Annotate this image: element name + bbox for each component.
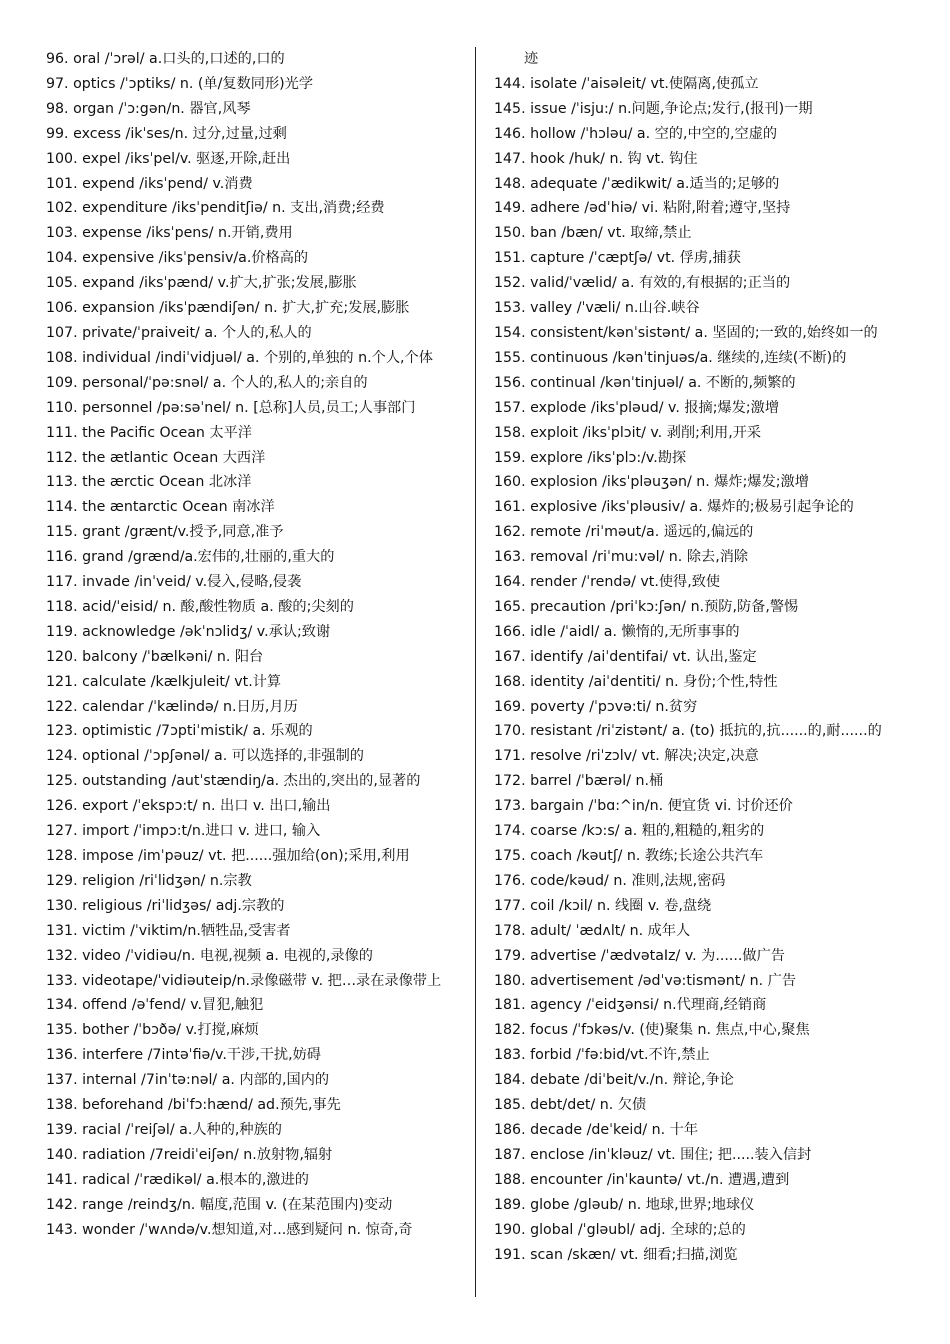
entry-text: range /reindʒ/n. 幅度,范围 v. (在某范围内)变动 <box>82 1196 393 1213</box>
entry-number: 135. <box>46 1022 78 1039</box>
entry-text: acknowledge /əkˈnɔlidʒ/ v.承认;致谢 <box>82 623 331 640</box>
right-column <box>494 47 914 1267</box>
entry-text: internal /7inˈtə:nəl/ a. 内部的,国内的 <box>82 1072 330 1089</box>
entry-text: invade /inˈveid/ v.侵入,侵略,侵袭 <box>82 574 302 591</box>
entry-text: coarse /kɔ:s/ a. 粗的,粗糙的,粗劣的 <box>530 823 765 840</box>
entry-text: beforehand /biˈfɔ:hænd/ ad.预先,事先 <box>82 1097 341 1114</box>
entry-number: 155. <box>494 349 526 366</box>
entry-number: 177. <box>494 897 526 914</box>
entry-text: resolve /riˈzɔlv/ vt. 解决;决定,决意 <box>530 748 759 765</box>
entry-number: 159. <box>494 449 526 466</box>
entry-text: optics /ˈɔptiks/ n. (单/复数同形)光学 <box>73 75 314 92</box>
entry-number: 151. <box>494 250 526 267</box>
entry-text: balcony /ˈbælkəni/ n. 阳台 <box>82 648 264 665</box>
entry-text: idle /ˈaidl/ a. 懒惰的,无所事事的 <box>530 623 740 640</box>
vocab-entry <box>494 969 914 994</box>
entry-text: adhere /ədˈhiə/ vi. 粘附,附着;遵守,坚持 <box>530 200 791 217</box>
entry-text: acid/ˈeisid/ n. 酸,酸性物质 a. 酸的;尖刻的 <box>82 598 354 615</box>
vocab-entry <box>494 72 914 97</box>
entry-text: optional /ˈɔpʃənəl/ a. 可以选择的,非强制的 <box>82 748 364 765</box>
entry-text: continuous /kənˈtinjuəs/a. 继续的,连续(不断)的 <box>530 349 847 366</box>
entry-text: individual /indiˈvidjuəl/ a. 个别的,单独的 n.个人,个体 <box>82 349 433 366</box>
vocab-entry <box>46 172 462 197</box>
entry-text: explosive /iksˈpləusiv/ a. 爆炸的;极易引起争论的 <box>530 499 854 516</box>
vocab-entry <box>46 819 462 844</box>
vocab-entry <box>46 595 462 620</box>
vocab-entry <box>46 1093 462 1118</box>
vocab-entry <box>494 346 914 371</box>
vocab-entry <box>46 670 462 695</box>
entry-text: valley /ˈvæli/ n.山谷.峡谷 <box>530 300 700 317</box>
vocab-entry <box>494 122 914 147</box>
entry-number: 120. <box>46 648 78 665</box>
entry-text: explore /iksˈplɔ:/v.勘探 <box>530 449 687 466</box>
entry-text: code/kəud/ n. 准则,法规,密码 <box>530 872 726 889</box>
vocab-entry <box>494 321 914 346</box>
entry-number: 122. <box>46 698 78 715</box>
entry-number: 147. <box>494 150 526 167</box>
entry-number: 163. <box>494 549 526 566</box>
vocab-entry <box>494 1068 914 1093</box>
entry-number: 141. <box>46 1171 78 1188</box>
entry-text: coil /kɔil/ n. 线圈 v. 卷,盘绕 <box>530 897 712 914</box>
vocab-entry <box>46 794 462 819</box>
entry-number: 105. <box>46 275 78 292</box>
entry-text: exploit /iksˈplɔit/ v. 剥削;利用,开采 <box>530 424 762 441</box>
entry-text: excess /ikˈses/n. 过分,过量,过剩 <box>73 125 287 142</box>
vocab-entry <box>46 844 462 869</box>
entry-number: 137. <box>46 1072 78 1089</box>
vocab-entry <box>46 769 462 794</box>
entry-number: 142. <box>46 1196 78 1213</box>
entry-number: 140. <box>46 1146 78 1163</box>
vocab-entry <box>46 1018 462 1043</box>
vocab-entry <box>46 969 462 994</box>
entry-text: grant /grænt/v.授予,同意,准予 <box>82 524 284 541</box>
entry-number: 172. <box>494 773 526 790</box>
vocab-entry <box>46 894 462 919</box>
entry-number: 150. <box>494 225 526 242</box>
entry-text: explode /iksˈpləud/ v. 报摘;爆发;激增 <box>530 399 780 416</box>
entry-number: 119. <box>46 623 78 640</box>
vocab-entry <box>494 520 914 545</box>
entry-number: 143. <box>46 1221 78 1238</box>
entry-number: 121. <box>46 673 78 690</box>
vocab-entry <box>494 869 914 894</box>
vocab-entry <box>494 396 914 421</box>
entry-number: 183. <box>494 1047 526 1064</box>
entry-text: religion /riˈlidʒən/ n.宗教 <box>82 872 252 889</box>
entry-text: expansion /iksˈpændiʃən/ n. 扩大,扩充;发展,膨胀 <box>82 300 410 317</box>
entry-number: 129. <box>46 872 78 889</box>
vocab-entry <box>494 421 914 446</box>
vocab-entry <box>46 1168 462 1193</box>
entry-number: 146. <box>494 125 526 142</box>
vocab-entry <box>494 1218 914 1243</box>
vocab-entry <box>494 645 914 670</box>
entry-text: impose /imˈpəuz/ vt. 把......强加给(on);采用,利用 <box>82 848 410 864</box>
entry-text: expel /iksˈpel/v. 驱逐,开除,赶出 <box>82 150 291 167</box>
entry-text: personal/ˈpə:snəl/ a. 个人的,私人的;亲自的 <box>82 374 368 391</box>
entry-number: 154. <box>494 324 526 341</box>
entry-number: 123. <box>46 723 78 740</box>
entry-number: 107. <box>46 324 78 341</box>
entry-number: 139. <box>46 1121 78 1138</box>
vocab-entry <box>494 794 914 819</box>
vocab-entry <box>494 47 914 72</box>
vocab-entry <box>46 371 462 396</box>
entry-number: 189. <box>494 1196 526 1213</box>
entry-number: 116. <box>46 549 78 566</box>
vocab-entry <box>494 695 914 720</box>
entry-text: decade /deˈkeid/ n. 十年 <box>530 1121 699 1138</box>
entry-number: 96. <box>46 51 69 67</box>
entry-text: organ /ˈɔ:gən/n. 器官,风琴 <box>73 100 251 117</box>
entry-number: 176. <box>494 872 526 889</box>
entry-text: remote /riˈməut/a. 遥远的,偏远的 <box>530 524 754 541</box>
entry-text: identity /aiˈdentiti/ n. 身份;个性,特性 <box>530 673 778 690</box>
entry-number: 169. <box>494 698 526 715</box>
entry-text: adequate /ˈædikwit/ a.适当的;足够的 <box>530 175 780 192</box>
entry-text: grand /grænd/a.宏伟的,壮丽的,重大的 <box>82 549 335 566</box>
entry-text: calendar /ˈkælində/ n.日历,月历 <box>82 698 298 715</box>
entry-text: global /ˈgləubl/ adj. 全球的;总的 <box>530 1221 746 1238</box>
entry-number: 167. <box>494 648 526 665</box>
entry-text: 迹 <box>524 51 539 67</box>
entry-text: coach /kəutʃ/ n. 教练;长途公共汽车 <box>530 848 764 864</box>
entry-number: 134. <box>46 997 78 1014</box>
entry-number: 175. <box>494 848 526 864</box>
vocab-entry <box>46 620 462 645</box>
entry-text: the ætlantic Ocean 大西洋 <box>82 449 266 466</box>
entry-number: 99. <box>46 125 69 142</box>
entry-text: the Pacific Ocean 太平洋 <box>82 424 252 441</box>
entry-number: 157. <box>494 399 526 416</box>
vocab-entry <box>494 1193 914 1218</box>
entry-text: outstanding /autˈstændiŋ/a. 杰出的,突出的,显著的 <box>82 773 421 790</box>
vocab-entry <box>494 246 914 271</box>
entry-number: 148. <box>494 175 526 192</box>
vocab-entry <box>494 944 914 969</box>
entry-text: calculate /kælkjuleit/ vt.计算 <box>82 673 282 690</box>
vocab-entry <box>494 470 914 495</box>
entry-number: 125. <box>46 773 78 790</box>
entry-text: victim /ˈviktim/n.牺牲品,受害者 <box>82 922 291 939</box>
vocab-entry <box>46 520 462 545</box>
vocab-entry <box>494 1118 914 1143</box>
vocab-entry <box>46 97 462 122</box>
entry-text: precaution /priˈkɔ:ʃən/ n.预防,防备,警惕 <box>530 598 799 615</box>
entry-number: 173. <box>494 798 526 815</box>
entry-number: 114. <box>46 499 78 516</box>
vocab-entry <box>494 545 914 570</box>
vocab-entry <box>46 246 462 271</box>
entry-text: advertisement /ədˈvə:tismənt/ n. 广告 <box>530 972 797 989</box>
entry-number: 188. <box>494 1171 526 1188</box>
entry-number: 109. <box>46 374 78 391</box>
entry-text: export /ˈekspɔ:t/ n. 出口 v. 出口,输出 <box>82 798 331 815</box>
entry-text: bother /ˈbɔðə/ v.打搅,麻烦 <box>82 1022 259 1039</box>
entry-number: 124. <box>46 748 78 765</box>
entry-text: import /ˈimpɔ:t/n.进口 v. 进口, 输入 <box>82 823 321 840</box>
entry-number: 182. <box>494 1022 526 1039</box>
vocab-entry <box>494 1018 914 1043</box>
vocab-entry <box>494 147 914 172</box>
entry-text: ban /bæn/ vt. 取缔,禁止 <box>530 225 692 242</box>
vocab-entry <box>494 1143 914 1168</box>
entry-text: oral /ˈɔrəl/ a.口头的,口述的,口的 <box>73 51 285 67</box>
entry-number: 98. <box>46 100 69 117</box>
vocab-entry <box>46 944 462 969</box>
entry-number: 152. <box>494 275 526 292</box>
entry-number: 186. <box>494 1121 526 1138</box>
entry-text: consistent/kənˈsistənt/ a. 坚固的;一致的,始终如一的 <box>530 324 878 341</box>
entry-number: 171. <box>494 748 526 765</box>
entry-number: 162. <box>494 524 526 541</box>
entry-text: expense /iksˈpens/ n.开销,费用 <box>82 225 293 242</box>
vocab-entry <box>46 869 462 894</box>
vocab-entry <box>494 670 914 695</box>
vocab-entry <box>46 72 462 97</box>
vocab-entry <box>46 396 462 421</box>
entry-number: 136. <box>46 1047 78 1064</box>
entry-text: focus /ˈfɔkəs/v. (使)聚集 n. 焦点,中心,聚焦 <box>530 1022 810 1039</box>
entry-text: removal /riˈmu:vəl/ n. 除去,消除 <box>530 549 749 566</box>
vocab-entry <box>494 97 914 122</box>
vocab-entry <box>46 446 462 471</box>
entry-number: 179. <box>494 947 526 964</box>
entry-text: agency /ˈeidʒənsi/ n.代理商,经销商 <box>530 997 767 1014</box>
vocab-entry <box>46 1068 462 1093</box>
entry-number: 168. <box>494 673 526 690</box>
entry-number: 184. <box>494 1072 526 1089</box>
entry-number: 97. <box>46 75 69 92</box>
entry-number: 133. <box>46 972 78 989</box>
vocab-entry <box>494 894 914 919</box>
entry-number: 153. <box>494 300 526 317</box>
vocab-entry <box>46 271 462 296</box>
vocab-entry <box>494 719 914 744</box>
vocab-entry <box>494 172 914 197</box>
vocab-entry <box>494 1043 914 1068</box>
vocab-entry <box>46 744 462 769</box>
entry-text: issue /ˈisju:/ n.问题,争论点;发行,(报刊)一期 <box>530 100 813 117</box>
vocab-entry <box>46 1218 462 1243</box>
entry-text: debt/det/ n. 欠债 <box>530 1097 647 1114</box>
entry-text: scan /skæn/ vt. 细看;扫描,浏览 <box>530 1246 738 1263</box>
entry-number: 138. <box>46 1097 78 1114</box>
entry-text: offend /əˈfend/ v.冒犯,触犯 <box>82 997 264 1014</box>
entry-number: 191. <box>494 1246 526 1263</box>
vocab-entry <box>494 570 914 595</box>
entry-text: expensive /iksˈpensiv/a.价格高的 <box>82 250 309 267</box>
entry-text: isolate /ˈaisəleit/ vt.使隔离,使孤立 <box>530 75 759 92</box>
entry-number: 190. <box>494 1221 526 1238</box>
entry-text: the ærctic Ocean 北冰洋 <box>82 474 252 491</box>
entry-number: 101. <box>46 175 78 192</box>
vocab-entry <box>494 744 914 769</box>
entry-number: 127. <box>46 823 78 840</box>
entry-text: continual /kənˈtinjuəl/ a. 不断的,频繁的 <box>530 374 796 391</box>
vocab-entry <box>46 122 462 147</box>
vocab-entry <box>494 620 914 645</box>
entry-number: 165. <box>494 598 526 615</box>
entry-text: expand /iksˈpænd/ v.扩大,扩张;发展,膨胀 <box>82 275 357 292</box>
entry-number: 117. <box>46 574 78 591</box>
entry-number: 126. <box>46 798 78 815</box>
vocab-entry <box>46 421 462 446</box>
left-column <box>46 47 462 1243</box>
entry-text: identify /aiˈdentifai/ vt. 认出,鉴定 <box>530 648 757 665</box>
vocab-entry <box>494 296 914 321</box>
entry-text: render /ˈrendə/ vt.使得,致使 <box>530 574 721 591</box>
entry-number: 103. <box>46 225 78 242</box>
entry-text: the æntarctic Ocean 南冰洋 <box>82 499 275 516</box>
vocab-entry <box>46 1043 462 1068</box>
entry-number: 187. <box>494 1146 526 1163</box>
entry-text: hook /huk/ n. 钩 vt. 钩住 <box>530 150 698 167</box>
entry-number: 118. <box>46 598 78 615</box>
entry-number: 144. <box>494 75 526 92</box>
entry-text: racial /ˈreiʃəl/ a.人种的,种族的 <box>82 1121 282 1138</box>
vocab-entry <box>46 47 462 72</box>
entry-number: 111. <box>46 424 78 441</box>
vocab-entry <box>46 545 462 570</box>
vocab-entry <box>494 196 914 221</box>
entry-number: 130. <box>46 897 78 914</box>
vocab-entry <box>46 147 462 172</box>
entry-number: 100. <box>46 150 78 167</box>
entry-number: 181. <box>494 997 526 1014</box>
vocab-entry <box>494 769 914 794</box>
vocab-entry <box>46 346 462 371</box>
entry-text: religious /riˈlidʒəs/ adj.宗教的 <box>82 897 285 914</box>
entry-number: 185. <box>494 1097 526 1114</box>
vocab-entry <box>46 1143 462 1168</box>
entry-text: encounter /inˈkauntə/ vt./n. 遭遇,遭到 <box>530 1171 790 1188</box>
entry-text: globe /gləub/ n. 地球,世界;地球仪 <box>530 1196 755 1213</box>
vocab-entry <box>46 321 462 346</box>
entry-text: expenditure /iksˈpenditʃiə/ n. 支出,消费;经费 <box>82 200 385 217</box>
vocab-entry <box>494 271 914 296</box>
entry-text: interfere /7intəˈfiə/v.干涉,干扰,妨碍 <box>82 1047 321 1064</box>
entry-number: 110. <box>46 399 78 416</box>
entry-text: adult/ ˈædʌlt/ n. 成年人 <box>530 922 691 939</box>
entry-number: 102. <box>46 200 78 217</box>
entry-text: explosion /iksˈpləuʒən/ n. 爆炸;爆发;激增 <box>530 474 809 491</box>
entry-number: 170. <box>494 723 526 740</box>
entry-number: 106. <box>46 300 78 317</box>
vocab-entry <box>494 446 914 471</box>
entry-number: 149. <box>494 200 526 217</box>
vocab-entry <box>46 695 462 720</box>
entry-number: 166. <box>494 623 526 640</box>
vocab-entry <box>494 221 914 246</box>
vocab-entry <box>46 993 462 1018</box>
entry-text: personnel /pə:səˈnel/ n. [总称]人员,员工;人事部门 <box>82 399 416 416</box>
vocab-entry <box>46 495 462 520</box>
entry-text: enclose /inˈkləuz/ vt. 围住; 把.....装入信封 <box>530 1146 812 1163</box>
vocab-entry <box>46 196 462 221</box>
entry-number: 104. <box>46 250 78 267</box>
vocab-entry <box>46 645 462 670</box>
entry-text: debate /diˈbeit/v./n. 辩论,争论 <box>530 1072 734 1089</box>
entry-number: 180. <box>494 972 526 989</box>
vocab-entry <box>46 719 462 744</box>
vocab-entry <box>46 221 462 246</box>
entry-text: wonder /ˈwʌndə/v.想知道,对...感到疑问 n. 惊奇,奇 <box>82 1221 413 1238</box>
vocab-entry <box>494 1243 914 1268</box>
entry-number: 132. <box>46 947 78 964</box>
entry-text: poverty /ˈpɔvə:ti/ n.贫穷 <box>530 698 698 715</box>
entry-text: optimistic /7ɔptiˈmistik/ a. 乐观的 <box>82 723 313 740</box>
entry-text: barrel /ˈbærəl/ n.桶 <box>530 773 664 790</box>
vocab-entry <box>494 819 914 844</box>
entry-text: radiation /7reidiˈeiʃən/ n.放射物,辐射 <box>82 1146 333 1163</box>
entry-text: videotape/ˈvidiəuteip/n.录像磁带 v. 把…录在录像带上 <box>82 972 442 989</box>
entry-text: forbid /ˈfə:bid/vt.不许,禁止 <box>530 1047 710 1064</box>
entry-number: 112. <box>46 449 78 466</box>
entry-text: advertise /ˈædvətaIz/ v. 为......做广告 <box>530 947 785 964</box>
entry-number: 160. <box>494 474 526 491</box>
entry-number: 128. <box>46 848 78 864</box>
vocab-entry <box>46 570 462 595</box>
entry-text: video /ˈvidiəu/n. 电视,视频 a. 电视的,录像的 <box>82 947 373 964</box>
entry-number: 164. <box>494 574 526 591</box>
vocab-entry <box>494 495 914 520</box>
entry-number: 113. <box>46 474 78 491</box>
vocab-entry <box>494 993 914 1018</box>
entry-number: 174. <box>494 823 526 840</box>
entry-number: 108. <box>46 349 78 366</box>
entry-text: hollow /ˈhɔləu/ a. 空的,中空的,空虚的 <box>530 125 778 142</box>
vocab-entry <box>46 1193 462 1218</box>
entry-text: valid/ˈvælid/ a. 有效的,有根据的;正当的 <box>530 275 791 292</box>
vocab-entry <box>494 595 914 620</box>
entry-number: 115. <box>46 524 78 541</box>
entry-number: 156. <box>494 374 526 391</box>
entry-number: 178. <box>494 922 526 939</box>
vocab-entry <box>494 1093 914 1118</box>
entry-number: 158. <box>494 424 526 441</box>
entry-text: bargain /ˈbɑ:^in/n. 便宜货 vi. 讨价还价 <box>530 798 793 815</box>
vocab-entry <box>494 919 914 944</box>
entry-text: expend /iksˈpend/ v.消费 <box>82 175 253 192</box>
entry-text: capture /ˈcæptʃə/ vt. 俘虏,捕获 <box>530 250 741 267</box>
vocab-entry <box>46 1118 462 1143</box>
entry-number: 145. <box>494 100 526 117</box>
column-divider <box>475 47 476 1297</box>
vocab-entry <box>46 919 462 944</box>
entry-number: 161. <box>494 499 526 516</box>
vocab-entry <box>46 296 462 321</box>
vocab-entry <box>494 844 914 869</box>
vocab-entry <box>494 1168 914 1193</box>
entry-number: 131. <box>46 922 78 939</box>
entry-text: resistant /riˈzistənt/ a. (to) 抵抗的,抗......的,耐......的 <box>530 723 882 740</box>
vocab-entry <box>494 371 914 396</box>
vocab-entry <box>46 470 462 495</box>
entry-text: private/ˈpraiveit/ a. 个人的,私人的 <box>82 324 312 341</box>
entry-text: radical /ˈrædikəl/ a.根本的,激进的 <box>82 1171 309 1188</box>
